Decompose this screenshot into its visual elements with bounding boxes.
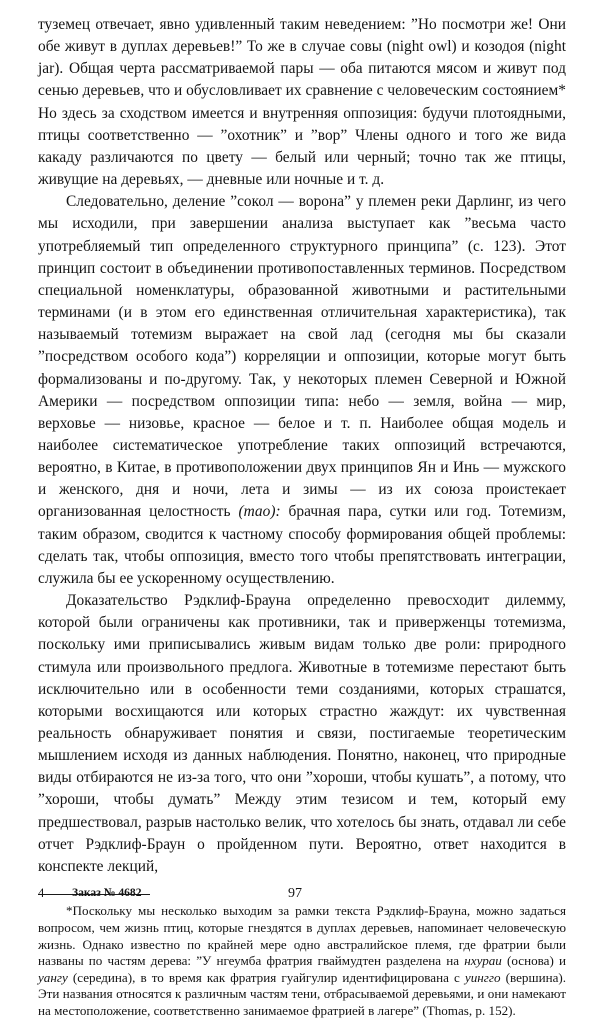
main-text — [38, 14, 566, 878]
paragraph-2 — [38, 191, 566, 590]
paragraph-2-end: брачная пара, сутки или год. Тотемизм, таким образом, сводится к частному способу формирования общей проблемы: сделать так, чтобы оппозиция, вместо того чтобы препятствовать интеграции, служила бы ее ускоренному осуществлению. — [38, 503, 567, 587]
footnote-italic-term: уингго — [464, 969, 501, 985]
footnote-italic-term: уангу — [38, 969, 68, 985]
tao-italic: (тао): — [238, 503, 281, 521]
paragraph-3: Доказательство Рэдклиф-Брауна определенно превосходит дилемму, которой были ограничены как противники, так и приверженцы тотемизма, поскольку ими приписывались живым видам только две роли: природного стимула или произвольного предлога. Животные в тотемизме перестают быть исключительно или в особенности теми созданиями, которых страшатся, которыми восхищаются или которых страстно жаждут: их чувственная реальность обнаруживает понятия и связи, постигаемые теоретическим мышлением исходя из данных наблюдения. Понятно, наконец, что природные виды отбираются не из-за того, что они ”хороши, чтобы кушать”, а потому, что ”хороши, чтобы думать” Между этим тезисом и тем, который ему предшествовал, разрыв настолько велик, что хотелось бы знать, отдавал ли себе отчет Рэдклиф-Браун о пройденном пути. Вероятно, ответ находится в конспекте лекций, — [38, 592, 566, 875]
page-footer — [38, 886, 566, 904]
footnote-part: (основа) и — [507, 953, 566, 969]
footnote-text — [38, 903, 566, 1019]
print-order-number: Заказ № 4682 — [72, 886, 142, 899]
footnote-part: (середина), в то время как фратрия гуайгулир идентифицирована с — [72, 969, 460, 985]
footnote — [38, 903, 566, 1019]
footnote-part: *Поскольку мы несколько выходим за рамки текста Рэдклиф-Брауна, можно задаться вопросом, чем жизнь птиц, которые гнездятся в дуплах деревьев, напоминает человеческую жизнь. Однако известно по крайней мере одно австралийское племя, где фратрии были названы по частям дерева: ”У нгеумба фратрия гваймудтен разделена на — [38, 903, 566, 969]
signature-mark: 4 — [38, 886, 45, 900]
paragraph-1: туземец отвечает, явно удивленный таким неведением: ”Но посмотри же! Они обе живут в дуплах деревьев!” То же в случае совы (night owl) и козодоя (night jar). Общая черта рассматриваемой пары — оба питаются мясом и живут под сенью деревьев, что и обусловливает их сравнение с человеческим состоянием* Но здесь за сходством имеется и внутренняя оппозиция: будучи плотоядными, птицы соответственно — ”охотник” и ”вор” Члены одного и того же вида какаду различаются по цвету — белый или черный; точно так же птицы, живущие на деревьях, — дневные или ночные и т. д. — [38, 16, 566, 189]
paragraph-2-text: Следовательно, деление ”сокол — ворона” у племен реки Дарлинг, из чего мы исходили, при завершении анализа выступает как ”весьма часто употребляемый тип определенного структурного принципа” (с. 123). Этот принцип состоит в объединении противопоставленных терминов. Посредством специальной номенклатуры, образованной животными и растительными терминами (и в этом его единственная отличительная характеристика), так называемый тотемизм выражает на свой лад (сегодня мы бы сказали ”посредством особого кода”) корреляции и оппозиции, которые могут быть формализованы и по-другому. Так, у некоторых племен Северной и Южной Америки — посредством оппозиции типа: небо — земля, война — мир, верховье — низовье, красное — белое и т. п. Наиболее общая модель и наиболее систематическое употребление таких оппозиций встречаются, вероятно, в Китае, в противоположении двух принципов Ян и Инь — мужского и женского, дня и ночи, лета и зимы — из их союза проистекает организованная целостность — [38, 193, 566, 521]
page-number: 97 — [288, 886, 302, 901]
footnote-italic-term: нхураи — [464, 953, 502, 969]
footnote-part: (вершина). Эти названия относятся к различным частям тени, отбрасываемой деревьями, и они намекают на местоположение, соответственно занимаемое фратрией в лагере” (Thomas, p. 152). — [38, 969, 567, 1019]
